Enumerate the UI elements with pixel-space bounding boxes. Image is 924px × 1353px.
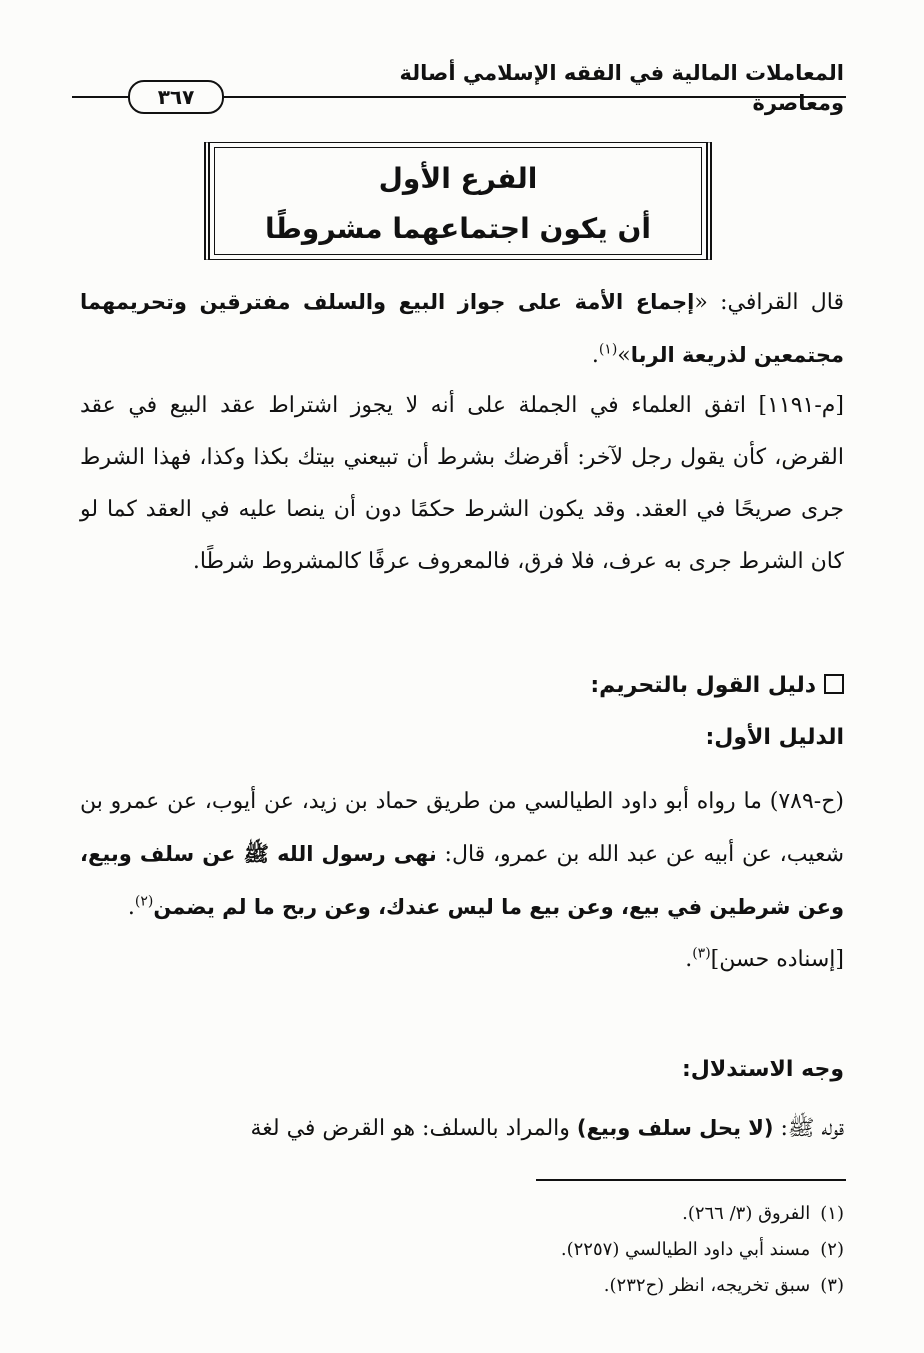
footnote-text: الفروق (٣/ ٢٦٦). [682, 1203, 811, 1224]
paragraph-issue-statement: [م-١١٩١] اتفق العلماء في الجملة على أنه لا يجوز اشتراط عقد البيع في عقد القرض، كأن يقول رجل لآخر: أقرضك بشرط أن تبيعني بيتك بكذا وكذا، فهذا الشرط جرى صريحًا في العقد. وقد يكون الشرط حكمًا دون أن ينصا عليه في العقد كما لو كان الشرط جرى به عرف، فلا فرق، فالمعروف عرفًا كالمشروط شرطًا. [80, 393, 844, 574]
footnote-item [84, 1232, 844, 1268]
footnote-item [84, 1196, 844, 1232]
quote-lead: قال القرافي: « [694, 290, 844, 315]
footnotes [84, 1196, 844, 1304]
quote-text: إجماع الأمة على جواز البيع والسلف مفترقين وتحريمهما مجتمعين لذريعة الربا [80, 290, 844, 367]
footnote-text: مسند أبي داود الطيالسي (٢٢٥٧). [560, 1239, 811, 1260]
square-bullet-icon [824, 674, 844, 694]
paragraph-end: . [591, 343, 599, 368]
paragraph-inference [80, 1102, 844, 1155]
inference-lead: قوله ﷺ: [773, 1116, 844, 1141]
section-title: الفرع الأول [378, 162, 538, 195]
first-proof-heading: الدليل الأول: [705, 725, 844, 750]
footnote-ref-2: (٢) [134, 893, 154, 910]
isnad-grade: [إسناده حسن] [710, 947, 844, 972]
footnote-rule [536, 1179, 846, 1181]
inference-heading: وجه الاستدلال: [681, 1057, 844, 1082]
footnote-number: (٢) [820, 1239, 844, 1260]
footnote-text: سبق تخريجه، انظر (ح٢٣٢). [603, 1275, 811, 1296]
paragraph-end: . [685, 947, 693, 972]
footnote-number: (١) [820, 1203, 844, 1224]
proof-heading [80, 668, 844, 704]
section-title-frame [214, 147, 702, 255]
section-subtitle: أن يكون اجتماعهما مشروطًا [265, 212, 651, 245]
page-number: ٣٦٧ [128, 80, 224, 114]
proof-heading-text: دليل القول بالتحريم: [590, 673, 816, 698]
paragraph-end: . [127, 895, 135, 920]
paragraph-hadith [80, 776, 844, 986]
footnote-number: (٣) [820, 1275, 844, 1296]
paragraph-qarafi-quote [80, 276, 844, 382]
hadith-text: نهى رسول الله ﷺ عن سلف وبيع، وعن شرطين في بيع، وعن بيع ما ليس عندك، وعن ربح ما لم يضمن [80, 842, 844, 919]
section-title-box [204, 142, 712, 260]
inference-rest: والمراد بالسلف: هو القرض في لغة [250, 1116, 577, 1141]
quote-close: » [617, 343, 631, 368]
footnote-ref-3: (٣) [692, 945, 711, 962]
inference-quote: (لا يحل سلف وبيع) [576, 1116, 774, 1140]
footnote-ref-1: (١) [598, 341, 618, 358]
hadith-chain: (ح-٧٨٩) ما رواه أبو داود الطيالسي من طريق حماد بن زيد، عن أيوب، عن عمرو بن شعيب، عن أبيه عن عبد الله بن عمرو، قال: [80, 789, 844, 867]
footnote-item [84, 1268, 844, 1304]
running-header-title: المعاملات المالية في الفقه الإسلامي أصالة ومعاصرة [399, 61, 844, 115]
